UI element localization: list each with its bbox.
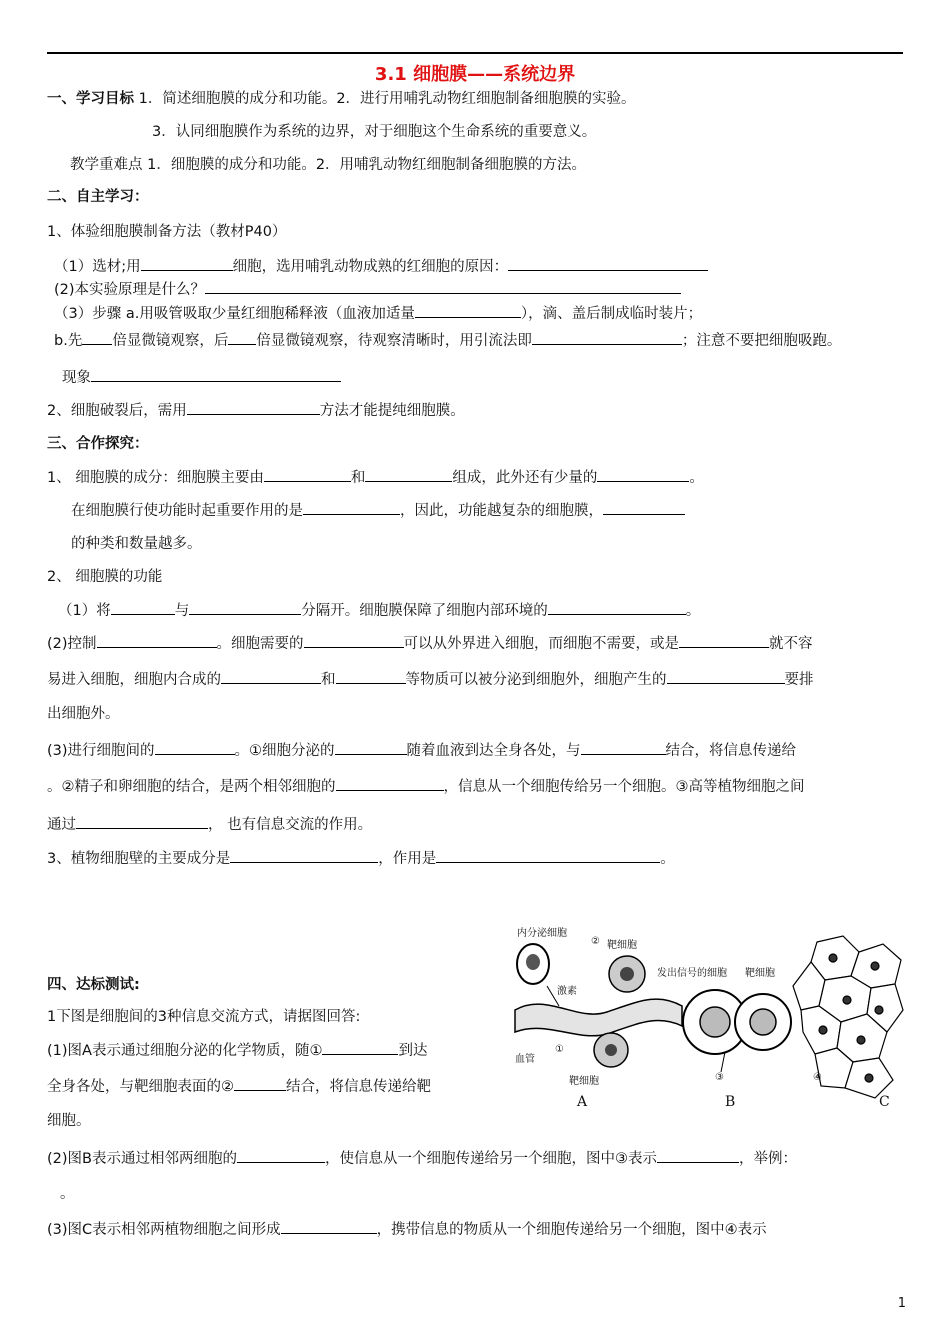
answer-blank[interactable]: [532, 330, 682, 345]
section-heading: 四、达标测试:: [47, 977, 140, 993]
text: (2)本实验原理是什么？: [54, 282, 206, 298]
panel-a-drawing: [515, 944, 682, 1067]
question-line: [62, 367, 341, 388]
text: 组成，此外还有少量的: [452, 470, 598, 486]
fig-panel-a-label: A: [577, 1094, 588, 1110]
text: 就不容: [769, 636, 813, 652]
question-line: [47, 1148, 797, 1169]
answer-blank[interactable]: [679, 633, 769, 648]
text: b.先: [54, 333, 83, 349]
answer-blank[interactable]: [82, 330, 112, 345]
question-line: [58, 600, 700, 621]
section-heading: 三、合作探究：: [47, 436, 149, 452]
text: (3)进行细胞间的: [47, 743, 155, 759]
text: ），滴、盖后制成临时装片；: [520, 306, 703, 322]
text: 在细胞膜行使功能时起重要作用的是: [71, 503, 303, 519]
text: ，作用是: [378, 851, 437, 867]
answer-blank[interactable]: [415, 303, 521, 318]
text: (2)控制: [47, 636, 97, 652]
question-line: [47, 400, 465, 421]
answer-blank[interactable]: [603, 500, 685, 515]
figure-drawing: [507, 922, 905, 1116]
text-line: 细胞。: [47, 1113, 91, 1129]
text: 倍显微镜观察，待观察清晰时，用引流法即: [256, 333, 532, 349]
panel-b-drawing: [683, 990, 791, 1072]
goal-line: 1．简述细胞膜的成分和功能。2．进行用哺乳动物红细胞制备细胞膜的实验。: [138, 91, 636, 107]
answer-blank[interactable]: [97, 633, 217, 648]
answer-blank[interactable]: [581, 740, 666, 755]
text-line: 2、 细胞膜的功能: [47, 569, 163, 585]
text: 。: [660, 851, 675, 867]
answer-blank[interactable]: [508, 256, 708, 271]
text: ，举例：: [739, 1151, 797, 1167]
text: 全身各处，与靶细胞表面的②: [47, 1079, 234, 1095]
question-line: [47, 740, 796, 761]
answer-blank[interactable]: [228, 330, 256, 345]
text: ， 也有信息交流的作用。: [208, 817, 373, 833]
text: 可以从外界进入细胞，而细胞不需要，或是: [403, 636, 680, 652]
fig-label-n4: ④: [813, 1072, 822, 1083]
header-rule: [47, 52, 903, 54]
text: 通过: [47, 817, 76, 833]
answer-blank[interactable]: [335, 740, 407, 755]
question-line: [54, 256, 708, 277]
page-title: 3.1 细胞膜——系统边界: [374, 64, 576, 85]
text: （1）将: [58, 603, 111, 619]
text: 随着血液到达全身各处，与: [406, 743, 581, 759]
fig-label-n2: ②: [591, 936, 600, 947]
text: 。细胞需要的: [216, 636, 304, 652]
answer-blank[interactable]: [189, 600, 301, 615]
text: 到达: [398, 1043, 428, 1059]
text-line: 1下图是细胞间的3种信息交流方式，请据图回答:: [47, 1009, 361, 1025]
answer-blank[interactable]: [657, 1148, 739, 1163]
text: ，信息从一个细胞传给另一个细胞。③高等植物细胞之间: [443, 779, 805, 795]
text: 方法才能提纯细胞膜。: [319, 403, 465, 419]
text: 细胞，选用哺乳动物成熟的红细胞的原因：: [232, 259, 509, 275]
answer-blank[interactable]: [91, 367, 341, 382]
text: 。①细胞分泌的: [234, 743, 335, 759]
text: 。②精子和卵细胞的结合，是两个相邻细胞的: [47, 779, 336, 795]
cell-communication-figure: [507, 922, 905, 1116]
text: 结合，将信息传递给: [665, 743, 797, 759]
answer-blank[interactable]: [230, 848, 378, 863]
answer-blank[interactable]: [322, 1040, 398, 1055]
text: （3）步骤 a.用吸管吸取少量红细胞稀释液（血液加适量: [54, 306, 415, 322]
answer-blank[interactable]: [264, 467, 351, 482]
answer-blank[interactable]: [303, 500, 400, 515]
text: 等物质可以被分泌到细胞外，细胞产生的: [405, 672, 667, 688]
answer-blank[interactable]: [221, 669, 321, 684]
question-line: [54, 303, 702, 324]
answer-blank[interactable]: [76, 814, 208, 829]
text: (2)图B表示通过相邻两细胞的: [47, 1151, 237, 1167]
text: 和: [321, 672, 336, 688]
text: 结合，将信息传递给靶: [286, 1079, 431, 1095]
answer-blank[interactable]: [111, 600, 175, 615]
text: 要排: [784, 672, 814, 688]
text: 2、细胞破裂后，需用: [47, 403, 187, 419]
answer-blank[interactable]: [336, 669, 406, 684]
text-line: 1、体验细胞膜制备方法（教材P40）: [47, 224, 287, 240]
fig-label-target: 靶细胞: [607, 940, 637, 951]
answer-blank[interactable]: [141, 256, 233, 271]
text: 。: [689, 470, 704, 486]
text: 易进入细胞，细胞内合成的: [47, 672, 221, 688]
text: (3)图C表示相邻两植物细胞之间形成: [47, 1222, 281, 1238]
text: ；注意不要把细胞吸跑。: [681, 333, 842, 349]
answer-blank[interactable]: [597, 467, 689, 482]
key-points: 教学重难点 1．细胞膜的成分和功能。2．用哺乳动物红细胞制备细胞膜的方法。: [70, 157, 587, 173]
text: 和: [350, 470, 366, 486]
text-line: 。: [60, 1186, 75, 1202]
question-line: [47, 1076, 431, 1097]
fig-label-secretory: 内分泌细胞: [517, 928, 567, 939]
text: 分隔开。细胞膜保障了细胞内部环境的: [301, 603, 548, 619]
fig-label-target2: 靶细胞: [569, 1076, 599, 1087]
question-line: [54, 279, 681, 300]
question-line: [47, 669, 814, 690]
page-number: 1: [897, 1296, 906, 1311]
question-line: [47, 814, 372, 835]
fig-panel-c-label: C: [879, 1094, 890, 1110]
fig-label-hormone: 激素: [557, 986, 577, 997]
answer-blank[interactable]: [205, 279, 681, 294]
fig-label-b-target: 靶细胞: [745, 968, 775, 979]
question-line: [47, 633, 813, 654]
answer-blank[interactable]: [336, 776, 444, 791]
text: ，携带信息的物质从一个细胞传递给另一个细胞，图中④表示: [376, 1222, 767, 1238]
answer-blank[interactable]: [304, 633, 404, 648]
question-line: [47, 776, 805, 797]
panel-c-drawing: [793, 936, 903, 1098]
text-line: 出细胞外。: [47, 706, 120, 722]
section-heading: 一、学习目标: [47, 91, 134, 107]
question-line: [71, 500, 685, 521]
answer-blank[interactable]: [187, 400, 320, 415]
answer-blank[interactable]: [436, 848, 660, 863]
answer-blank[interactable]: [237, 1148, 325, 1163]
section-heading: 二、自主学习：: [47, 189, 149, 205]
text: 3、植物细胞壁的主要成分是: [47, 851, 231, 867]
question-line: [54, 330, 841, 351]
answer-blank[interactable]: [281, 1219, 377, 1234]
text: 与: [174, 603, 190, 619]
text: 1、 细胞膜的成分：细胞膜主要由: [47, 470, 264, 486]
text: （1）选材;用: [54, 259, 141, 275]
answer-blank[interactable]: [234, 1076, 286, 1091]
answer-blank[interactable]: [155, 740, 235, 755]
fig-label-n1: ①: [555, 1044, 564, 1055]
question-line: [47, 467, 704, 488]
text: ，因此，功能越复杂的细胞膜，: [400, 503, 603, 519]
fig-label-signal-cell: 发出信号的细胞: [657, 968, 727, 979]
question-line: [47, 1219, 767, 1240]
fig-label-n3: ③: [715, 1072, 724, 1083]
answer-blank[interactable]: [548, 600, 686, 615]
fig-label-vessel: 血管: [515, 1054, 535, 1065]
text: 。: [685, 603, 701, 619]
text: 倍显微镜观察，后: [112, 333, 229, 349]
text: 现象: [62, 370, 91, 386]
fig-panel-b-label: B: [725, 1094, 736, 1110]
section-goals: [47, 89, 636, 109]
goal-line: 3．认同细胞膜作为系统的边界，对于细胞这个生命系统的重要意义。: [152, 124, 597, 140]
question-line: [47, 848, 675, 869]
question-line: [47, 1040, 427, 1061]
answer-blank[interactable]: [667, 669, 785, 684]
text: (1)图A表示通过细胞分泌的化学物质，随①: [47, 1043, 323, 1059]
text: ，使信息从一个细胞传递给另一个细胞，图中③表示: [325, 1151, 657, 1167]
text-line: 的种类和数量越多。: [71, 536, 202, 552]
answer-blank[interactable]: [365, 467, 452, 482]
